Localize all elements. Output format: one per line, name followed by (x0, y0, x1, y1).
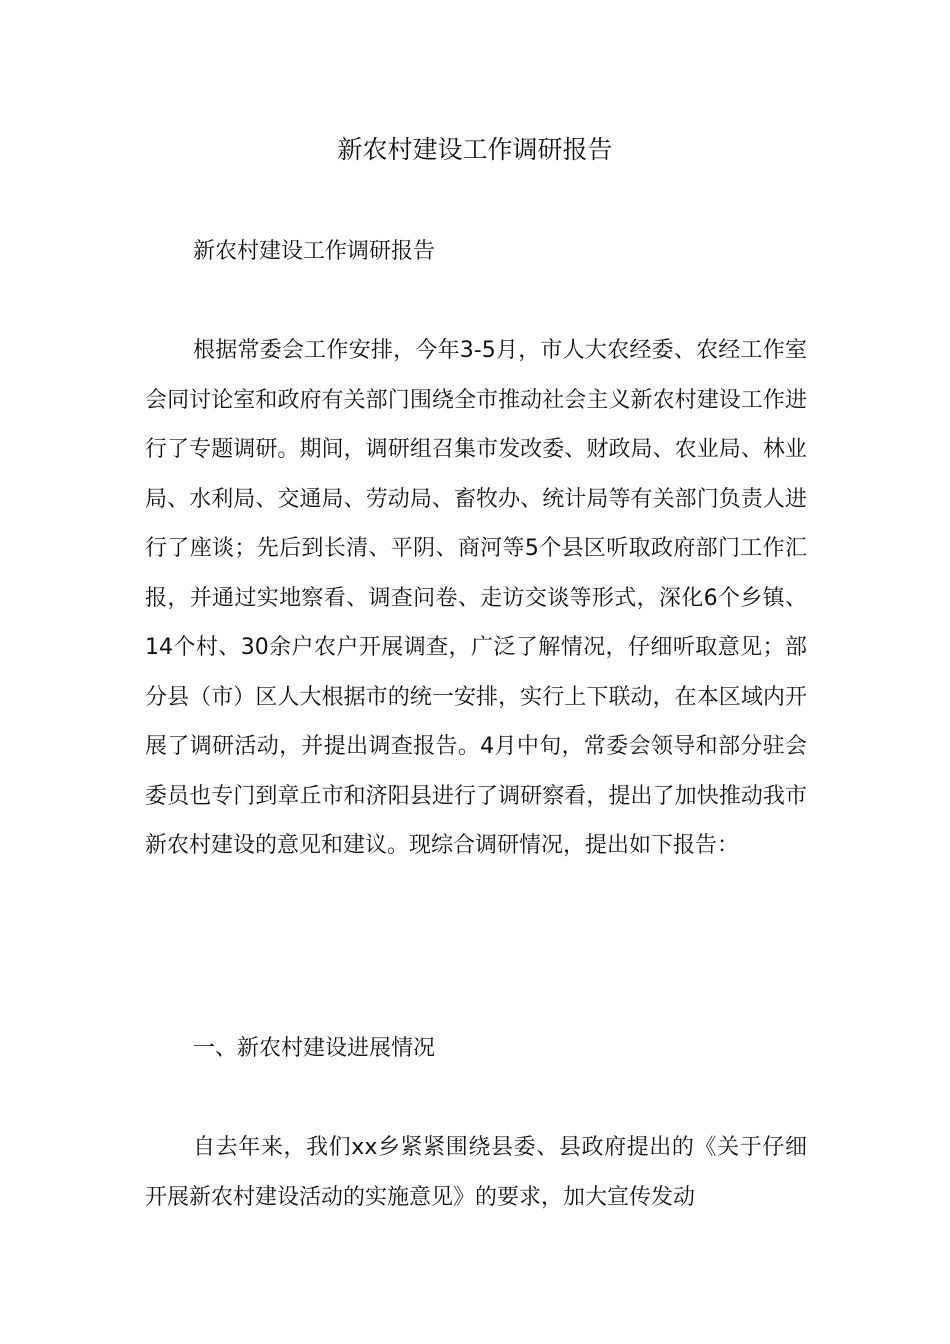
body-paragraph-1: 根据常委会工作安排，今年3-5月，市人大农经委、农经工作室会同讨论室和政府有关部门围绕全市推动社会主义新农村建设工作进行了专题调研。期间，调研组召集市发改委、财政局、农业局、林业局、水利局、交通局、劳动局、畜牧办、统计局等有关部门负责人进行了座谈；先后到长清、平阴、商河等5个县区听取政府部门工作汇报，并通过实地察看、调查问卷、走访交谈等形式，深化6个乡镇、14个村、30余户农户开展调查，广泛了解情况，仔细听取意见；部分县（市）区人大根据市的统一安排，实行上下联动，在本区域内开展了调研活动，并提出调查报告。4月中旬，常委会领导和部分驻会委员也专门到章丘市和济阳县进行了调研察看，提出了加快推动我市新农村建设的意见和建议。现综合调研情况，提出如下报告： (145, 338, 807, 858)
document-subtitle: 新农村建设工作调研报告 (193, 239, 436, 264)
section-heading-1: 一、新农村建设进展情况 (193, 1036, 436, 1061)
document-title: 新农村建设工作调研报告 (337, 135, 613, 164)
body-paragraph-2: 自去年来，我们xx乡紧紧围绕县委、县政府提出的《关于仔细开展新农村建设活动的实施意见》的要求，加大宣传发动 (145, 1135, 807, 1210)
